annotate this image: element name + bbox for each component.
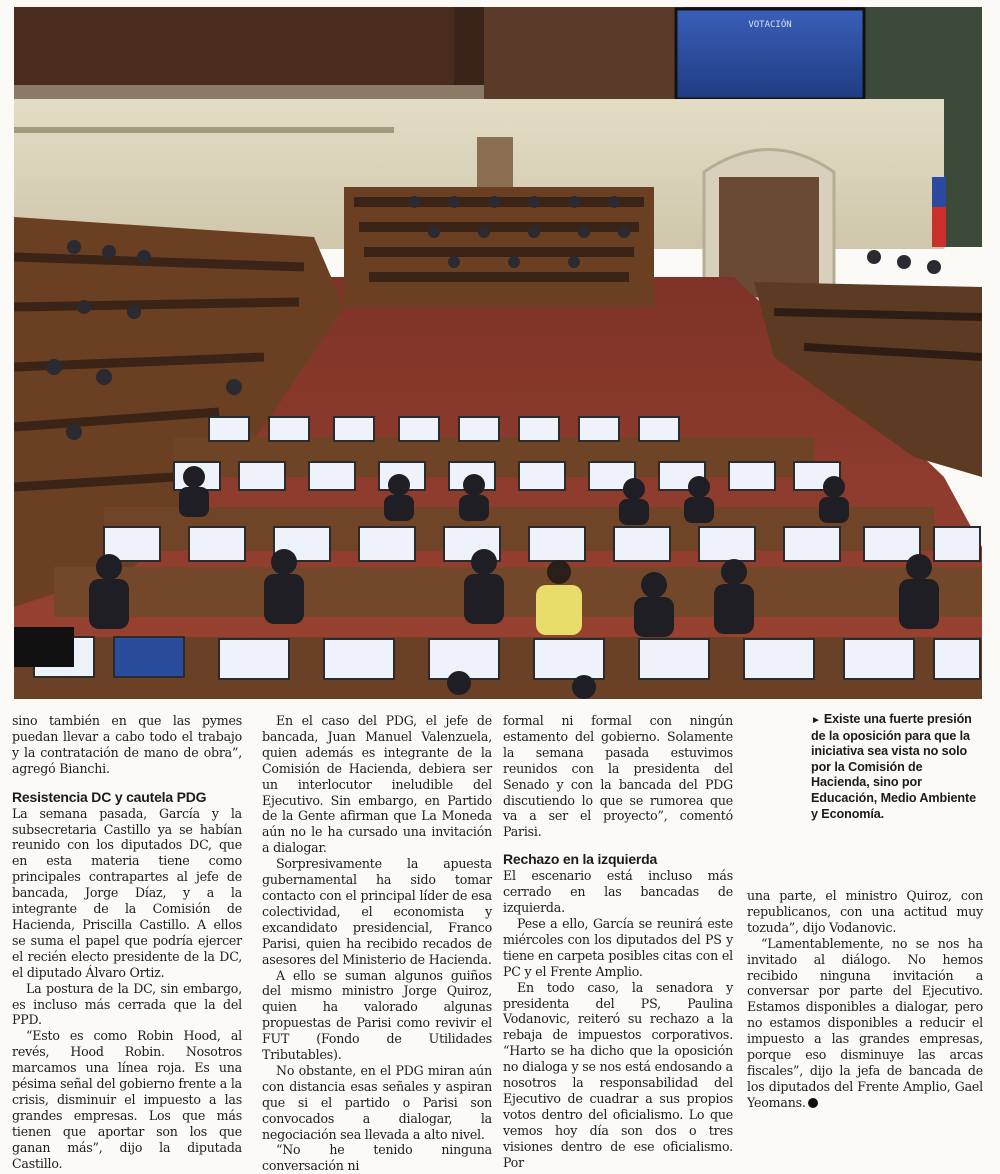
col3-paragraph-1: formal ni formal con ningún estamento del gobierno. Solamente la semana pasada estuvimos reunidos con la presidenta del Senado y con la bancada del PDG discutiendo lo que se rumorea que va a ser el proyecto”, comentó Parisi. <box>503 713 733 840</box>
article-column-2 <box>262 713 492 1174</box>
article-column-3 <box>503 713 733 1170</box>
pull-quote-text: Existe una fuerte presión de la oposición para que la iniciativa sea vista no solo por la Comisión de Hacienda, sino por Educación, Medio Ambiente y Economía. <box>811 712 976 821</box>
pull-quote <box>811 712 983 822</box>
subhead-dc-pdg: Resistencia DC y cautela PDG <box>12 788 207 805</box>
col2-paragraph-5: “No he tenido ninguna conversación ni <box>262 1142 492 1174</box>
col3-paragraph-2: El escenario está incluso más cerrado en las bancadas de izquierda. <box>503 868 733 916</box>
col1-paragraph-3: La postura de la DC, sin embargo, es incluso más cerrada que la del PPD. <box>12 980 242 1028</box>
col1-paragraph-1: sino también en que las pymes puedan llevar a cabo todo el trabajo y la contratación de mano de obra”, agregó Bianchi. <box>12 713 242 776</box>
col2-paragraph-2: Sorpresivamente la apuesta gubernamental ha sido tomar contacto con el principal líder de esa colectividad, el economista y excandidato presidencial, Franco Parisi, quien ha recibido recados de asesores del Ministerio de Hacienda. <box>262 856 492 967</box>
col3-paragraph-4: En todo caso, la senadora y presidenta del PS, Paulina Vodanovic, reiteró su rechazo a la rebaja de impuestos corporativos. “Harto se ha dicho que la oposición no dialoga y se nos está endosando a nosotros la responsabilidad del Ejecutivo de cuadrar a sus propios votos dentro del oficialismo. Lo que vemos hoy día son dos o tres visiones dentro de ese oficialismo. Por <box>503 979 733 1170</box>
desk-row-3 <box>54 567 982 617</box>
scoreboard-label: VOTACIÓN <box>748 20 792 30</box>
col1-paragraph-4: “Esto es como Robin Hood, al revés, Hood Robin. Nosotros marcamos una línea roja. Es una pésima señal del gobierno frente a la crisis, disminuir el impuesto a las grandes empresas. Los que más tienen que aportar son los que ganan más”, dijo la diputada Castillo. <box>12 1028 242 1171</box>
col3-paragraph-3: Pese a ello, García se reunirá este miércoles con los diputados del PS y tiene en carpeta posibles citas con el PC y el Frente Amplio. <box>503 915 733 979</box>
article-column-4 <box>747 888 983 1111</box>
col2-paragraph-3: A ello se suman algunos guiños del mismo ministro Jorge Quiroz, quien ha valorado algunas propuestas de Parisi como revivir el FUT (Fondo de Utilidades Tributables). <box>262 967 492 1063</box>
col4-paragraph-2 <box>747 936 983 1111</box>
chamber-photo <box>14 7 982 699</box>
pull-quote-marker: ► <box>811 715 821 726</box>
article-column-1 <box>12 713 242 1171</box>
end-of-article-icon <box>808 1098 818 1108</box>
camera <box>14 627 74 667</box>
col4-paragraph-2-text: “Lamentablemente, no se nos ha invitado al diálogo. No hemos recibido ninguna invitación a conversar por parte del Ejecutivo. Estamos disponibles a dialogar, pero no estamos disponibles a reducir el impuesto a las grandes empresas, porque eso disminuye las arcas fiscales”, dijo la jefa de bancada de los diputados del Frente Amplio, Gael Yeomans. <box>747 935 983 1110</box>
subhead-izquierda: Rechazo en la izquierda <box>503 851 658 868</box>
col4-paragraph-1: una parte, el ministro Quiroz, con republicanos, con una actitud muy tozuda”, dijo Vodanovic. <box>747 888 983 935</box>
col2-paragraph-4: No obstante, en el PDG miran aún con distancia esas señales y aspiran que si el partido o Parisi son convocados a dialogar, la negociación sea llevada a alto nivel. <box>262 1062 492 1142</box>
col2-paragraph-1: En el caso del PDG, el jefe de bancada, Juan Manuel Valenzuela, quien además es integrante de la Comisión de Hacienda, debiera ser un interlocutor ineludible del Ejecutivo. Sin embargo, en Partido de la Gente afirman que La Moneda aún no le ha cursado una invitación a dialogar. <box>262 713 492 856</box>
col1-paragraph-2: La semana pasada, García y la subsecretaria Castillo ya se habían reunido con los diputados DC, que en esta materia tiene como principales contrapartes al jefe de bancada, Jorge Díaz, y a la integrante de la Comisión de Hacienda, Priscilla Castillo. A ellos se suma el papel que podría ejercer el recién electo presidente de la DC, el diputado Álvaro Ortiz. <box>12 805 242 980</box>
